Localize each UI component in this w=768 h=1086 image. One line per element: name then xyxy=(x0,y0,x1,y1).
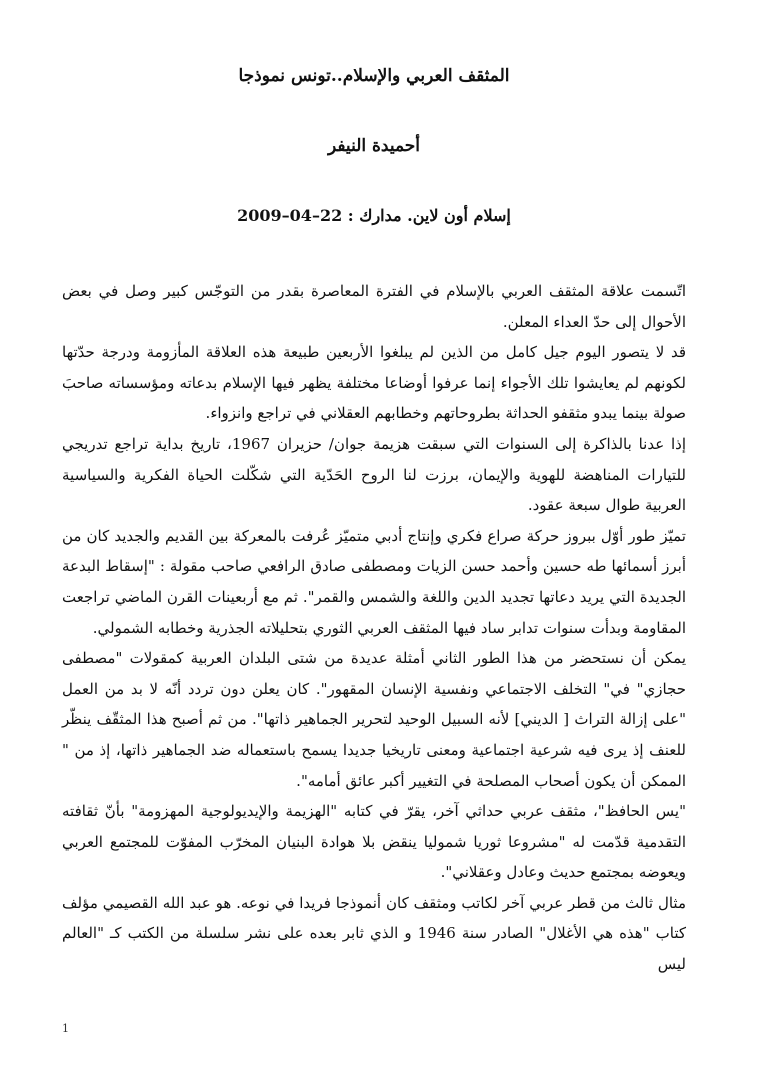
author-name: أحميدة النيفر xyxy=(327,136,421,156)
paragraph: اتّسمت علاقة المثقف العربي بالإسلام في الفترة المعاصرة بقدر من التوجّس كبير وصل في بعض الأحوال إلى حدّ العداء المعلن. xyxy=(62,282,686,331)
paragraph: مثال ثالث من قطر عربي آخر لكاتب ومثقف كان أنموذجا فريدا في نوعه. هو عبد الله القصيمي مؤلف كتاب "هذه هي الأغلال" الصادر سنة 1946 و الذي ثابر بعده على نشر سلسلة من الكتب كـ "العالم ليس xyxy=(62,893,686,974)
paragraph: يمكن أن نستحضر من هذا الطور الثاني أمثلة عديدة من شتى البلدان العربية كمقولات "مصطفى حجازي" في" التخلف الاجتماعي ونفسية الإنسان المقهور". كان يعلن دون تردد أنّه لا بد من العمل "على إزالة التراث [ الديني] لأنه السبيل الوحيد لتحرير الجماهير ذاتها". من ثم أصبح هذا المثقّف ينظّر للعنف إذ يرى فيه شرعية اجتماعية ومعنى تاريخيا جديدا يسمح باستعماله ضد الجماهير ذاتها، إذ من " الممكن أن يكون أصحاب المصلحة في التغيير أكبر عائق أمامه". xyxy=(62,649,686,790)
page-number: 1 xyxy=(62,1022,69,1035)
paragraph: قد لا يتصور اليوم جيل كامل من الذين لم يبلغوا الأربعين طبيعة هذه العلاقة المأزومة ودرجة حدّتها لكونهم لم يعايشوا تلك الأجواء إنما عرفوا أوضاعا مختلفة يظهر فيها الإسلام بدعاته ومؤسساته صاحبَ صولة بينما يبدو مثقفو الحداثة بطروحاتهم وخطابهم العقلاني في تراجع وانزواء. xyxy=(62,343,686,423)
paragraph: "يس الحافظ"، مثقف عربي حداثي آخر، يقرّ في كتابه "الهزيمة والإيديولوجية المهزومة" بأنّ ثقافته التقدمية قدّمت له "مشروعا ثوريا شموليا ينقض بلا هوادة البنيان المخرّب المفوّت للمجتمع العربي ويعوضه بمجتمع حديث وعادل وعقلاني". xyxy=(62,802,686,882)
source-line: إسلام أون لاين. مدارك : 22–04–2009 xyxy=(237,206,511,225)
paragraph: تميّز طور أوّل ببروز حركة صراع فكري وإنتاج أدبي متميّز عُرفت بالمعركة بين القديم والجديد كان من أبرز أسمائها طه حسين وأحمد حسن الزيات ومصطفى صادق الرافعي صاحب مقولة : "إسقاط البدعة الجديدة التي يريد دعاتها تجديد الدين واللغة والشمس والقمر". ثم مع أربعينات القرن الماضي تراجعت المقاومة وبدأت سنوات تدابر ساد فيها المثقف العربي الثوري بتحليلاته الجذرية وخطابه الشمولي. xyxy=(62,526,686,637)
article-title: المثقف العربي والإسلام..تونس نموذجا xyxy=(238,66,510,86)
paragraph: إذا عدنا بالذاكرة إلى السنوات التي سبقت هزيمة جوان/ حزيران 1967، تاريخ بداية تراجع تدريجي للتيارات المناهضة للهوية والإيمان، برزت لنا الروح الحَدّية التي شكّلت الحياة الفكرية والسياسية العربية طوال سبعة عقود. xyxy=(62,434,687,515)
article-body xyxy=(62,276,686,980)
